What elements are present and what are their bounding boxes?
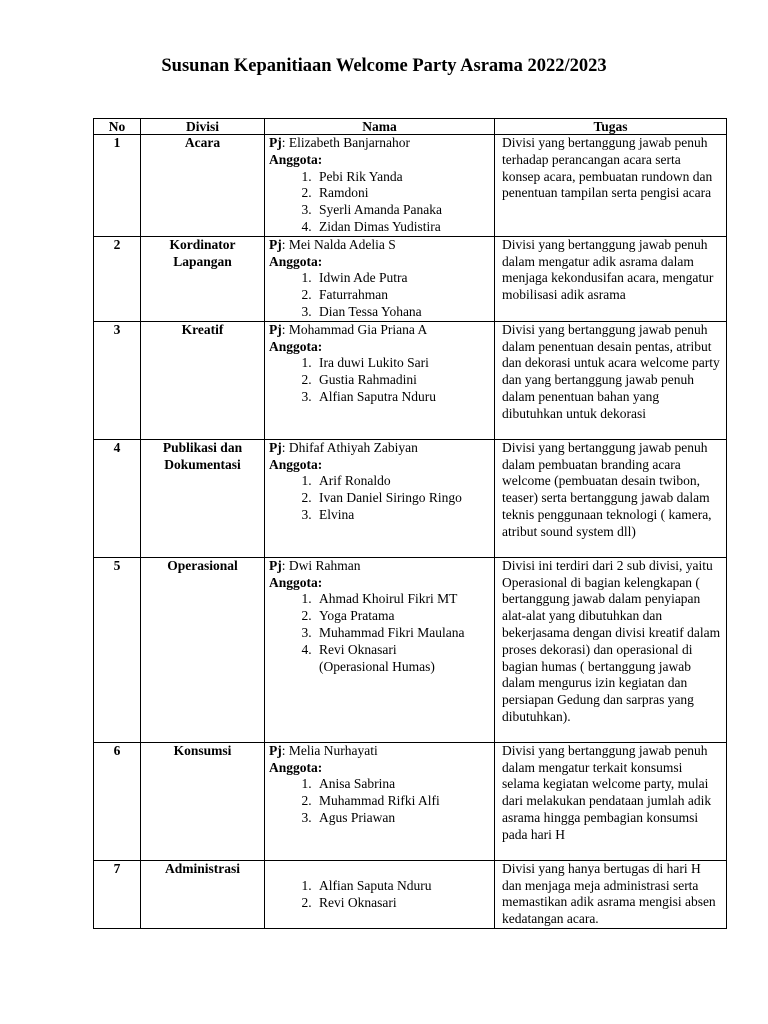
- row-nama: Pj: Dhifaf Athiyah Zabiyan Anggota: 1. Arif Ronaldo 2. Ivan Daniel Siringo Ringo 3. Elvina: [265, 439, 495, 557]
- list-item: 3. Syerli Amanda Panaka: [315, 202, 490, 219]
- anggota-list: [269, 473, 490, 523]
- row-nama: Pj: Elizabeth Banjarnahor Anggota: 1. Pebi Rik Yanda 2. Ramdoni 3. Syerli Amanda Panaka 4. Zidan Dimas Yudistira: [265, 135, 495, 237]
- list-item: 2. Ivan Daniel Siringo Ringo: [315, 490, 490, 507]
- row-no: 1: [94, 135, 141, 237]
- anggota-label: Anggota:: [269, 574, 323, 590]
- pj-name: Elizabeth Banjarnahor: [288, 135, 410, 150]
- table-row: [94, 135, 727, 237]
- table-row: [94, 557, 727, 742]
- list-item: 1. Alfian Saputa Nduru: [315, 878, 490, 895]
- row-divisi: Kreatif: [141, 321, 265, 439]
- list-item: 1. Idwin Ade Putra: [315, 270, 490, 287]
- list-item: 1. Pebi Rik Yanda: [315, 169, 490, 186]
- list-item: 2. Ramdoni: [315, 185, 490, 202]
- table-row: [94, 321, 727, 439]
- pj-label: Pj: [269, 236, 282, 252]
- pj-name: Dwi Rahman: [288, 557, 361, 573]
- row-tugas: Divisi yang bertanggung jawab penuh dalam penentuan desain pentas, atribut dan dekorasi untuk acara welcome party dan yang bertanggung jawab penuh dalam penentuan bahan yang dibutuhkan untuk dekorasi: [495, 321, 727, 439]
- table-row: [94, 742, 727, 860]
- anggota-list: [269, 591, 490, 675]
- row-nama: [265, 860, 495, 928]
- row-tugas: Divisi yang hanya bertugas di hari H dan menjaga meja administrasi serta memastikan adik asrama mengisi absen kedatangan acara.: [495, 860, 727, 928]
- committee-table: [93, 118, 727, 929]
- list-item: 4. Zidan Dimas Yudistira: [315, 219, 490, 236]
- pj-label: Pj: [269, 742, 282, 758]
- page-title: Susunan Kepanitiaan Welcome Party Asrama 2022/2023: [161, 56, 607, 76]
- list-item: 1. Ira duwi Lukito Sari: [315, 355, 490, 372]
- list-item: 1. Anisa Sabrina: [315, 776, 490, 793]
- list-item: 3. Elvina: [315, 507, 490, 524]
- row-no: 4: [94, 439, 141, 557]
- anggota-list: [269, 878, 490, 912]
- row-no: 3: [94, 321, 141, 439]
- row-no: 5: [94, 557, 141, 742]
- list-item: 2. Faturrahman: [315, 287, 490, 304]
- anggota-list: [269, 776, 490, 826]
- row-divisi: Administrasi: [141, 860, 265, 928]
- row-nama: Pj: Melia Nurhayati Anggota: 1. Anisa Sabrina 2. Muhammad Rifki Alfi 3. Agus Priawan: [265, 742, 495, 860]
- row-divisi: Konsumsi: [141, 742, 265, 860]
- row-divisi: Operasional: [141, 557, 265, 742]
- row-tugas: Divisi yang bertanggung jawab penuh dalam mengatur terkait konsumsi selama kegiatan welcome party, mulai dari melakukan pendataan jumlah adik asrama hingga pembagian konsumsi pada hari H: [495, 742, 727, 860]
- row-nama: Pj: Mohammad Gia Priana A Anggota: 1. Ira duwi Lukito Sari 2. Gustia Rahmadini 3. Alfian Saputra Nduru: [265, 321, 495, 439]
- row-divisi: Publikasi dan Dokumentasi: [141, 439, 265, 557]
- row-tugas: Divisi yang bertanggung jawab penuh dalam mengatur adik asrama dalam menjaga kekondusifan acara, mengatur mobilisasi adik asrama: [495, 236, 727, 321]
- pj-label: Pj: [269, 321, 282, 337]
- header-tugas: Tugas: [495, 119, 727, 135]
- row-tugas: Divisi yang bertanggung jawab penuh dalam pembuatan branding acara welcome (pembuatan desain twibon, teaser) serta bertanggung jawab dalam teknis penggunaan teknologi ( kamera, atribut sound system dll): [495, 439, 727, 557]
- list-item: 3. Alfian Saputra Nduru: [315, 389, 490, 406]
- pj-name: Melia Nurhayati: [288, 742, 378, 758]
- pj-label: Pj: [269, 557, 282, 573]
- anggota-label: Anggota:: [269, 151, 323, 167]
- row-tugas: Divisi ini terdiri dari 2 sub divisi, yaitu Operasional di bagian kelengkapan ( bertanggung jawab dalam penyiapan alat-alat yang dibutuhkan dan bekerjasama dengan divisi kreatif dalam proses dekorasi) dan operasional di bagian humas ( bertanggung jawab dalam mengurus izin kegiatan dan persiapan Gedung dan sarpras yang dibutuhkan).: [495, 557, 727, 742]
- table-row: [94, 860, 727, 928]
- header-nama: Nama: [265, 119, 495, 135]
- list-item: [315, 642, 490, 676]
- row-no: 6: [94, 742, 141, 860]
- row-divisi: Kordinator Lapangan: [141, 236, 265, 321]
- header-no: No: [94, 119, 141, 135]
- row-no: 2: [94, 236, 141, 321]
- list-item: 2. Revi Oknasari: [315, 895, 490, 912]
- anggota-label: Anggota:: [269, 456, 323, 472]
- pj-label: Pj: [269, 439, 282, 455]
- anggota-label: Anggota:: [269, 253, 323, 269]
- row-no: 7: [94, 860, 141, 928]
- table-row: [94, 439, 727, 557]
- header-divisi: Divisi: [141, 119, 265, 135]
- list-item: 3. Agus Priawan: [315, 810, 490, 827]
- anggota-label: Anggota:: [269, 759, 323, 775]
- list-item: 2. Gustia Rahmadini: [315, 372, 490, 389]
- anggota-list: [269, 169, 490, 236]
- pj-name: Mohammad Gia Priana A: [288, 321, 428, 337]
- list-item: 2. Muhammad Rifki Alfi: [315, 793, 490, 810]
- pj-name: Dhifaf Athiyah Zabiyan: [288, 439, 418, 455]
- anggota-note: (Operasional Humas): [319, 658, 435, 674]
- list-item: 3. Dian Tessa Yohana: [315, 304, 490, 321]
- list-item: 1. Arif Ronaldo: [315, 473, 490, 490]
- list-item: 2. Yoga Pratama: [315, 608, 490, 625]
- anggota-label: Anggota:: [269, 338, 323, 354]
- list-item: 3. Muhammad Fikri Maulana: [315, 625, 490, 642]
- table-header-row: [94, 119, 727, 135]
- anggota-list: [269, 355, 490, 405]
- anggota-name: Revi Oknasari: [319, 641, 397, 657]
- pj-label: Pj: [269, 135, 282, 150]
- anggota-list: [269, 270, 490, 320]
- row-nama: Pj: Mei Nalda Adelia S Anggota: 1. Idwin Ade Putra 2. Faturrahman 3. Dian Tessa Yohana: [265, 236, 495, 321]
- list-item: 1. Ahmad Khoirul Fikri MT: [315, 591, 490, 608]
- table-row: [94, 236, 727, 321]
- row-tugas: Divisi yang bertanggung jawab penuh terhadap perancangan acara serta konsep acara, pembuatan rundown dan penentuan tampilan serta pengisi acara: [495, 135, 727, 237]
- row-divisi: Acara: [141, 135, 265, 237]
- pj-name: Mei Nalda Adelia S: [288, 236, 396, 252]
- row-nama: Pj: Dwi Rahman Anggota: 1. Ahmad Khoirul Fikri MT 2. Yoga Pratama 3. Muhammad Fikri Maulana 4. Revi Oknasari (Operasional Humas): [265, 557, 495, 742]
